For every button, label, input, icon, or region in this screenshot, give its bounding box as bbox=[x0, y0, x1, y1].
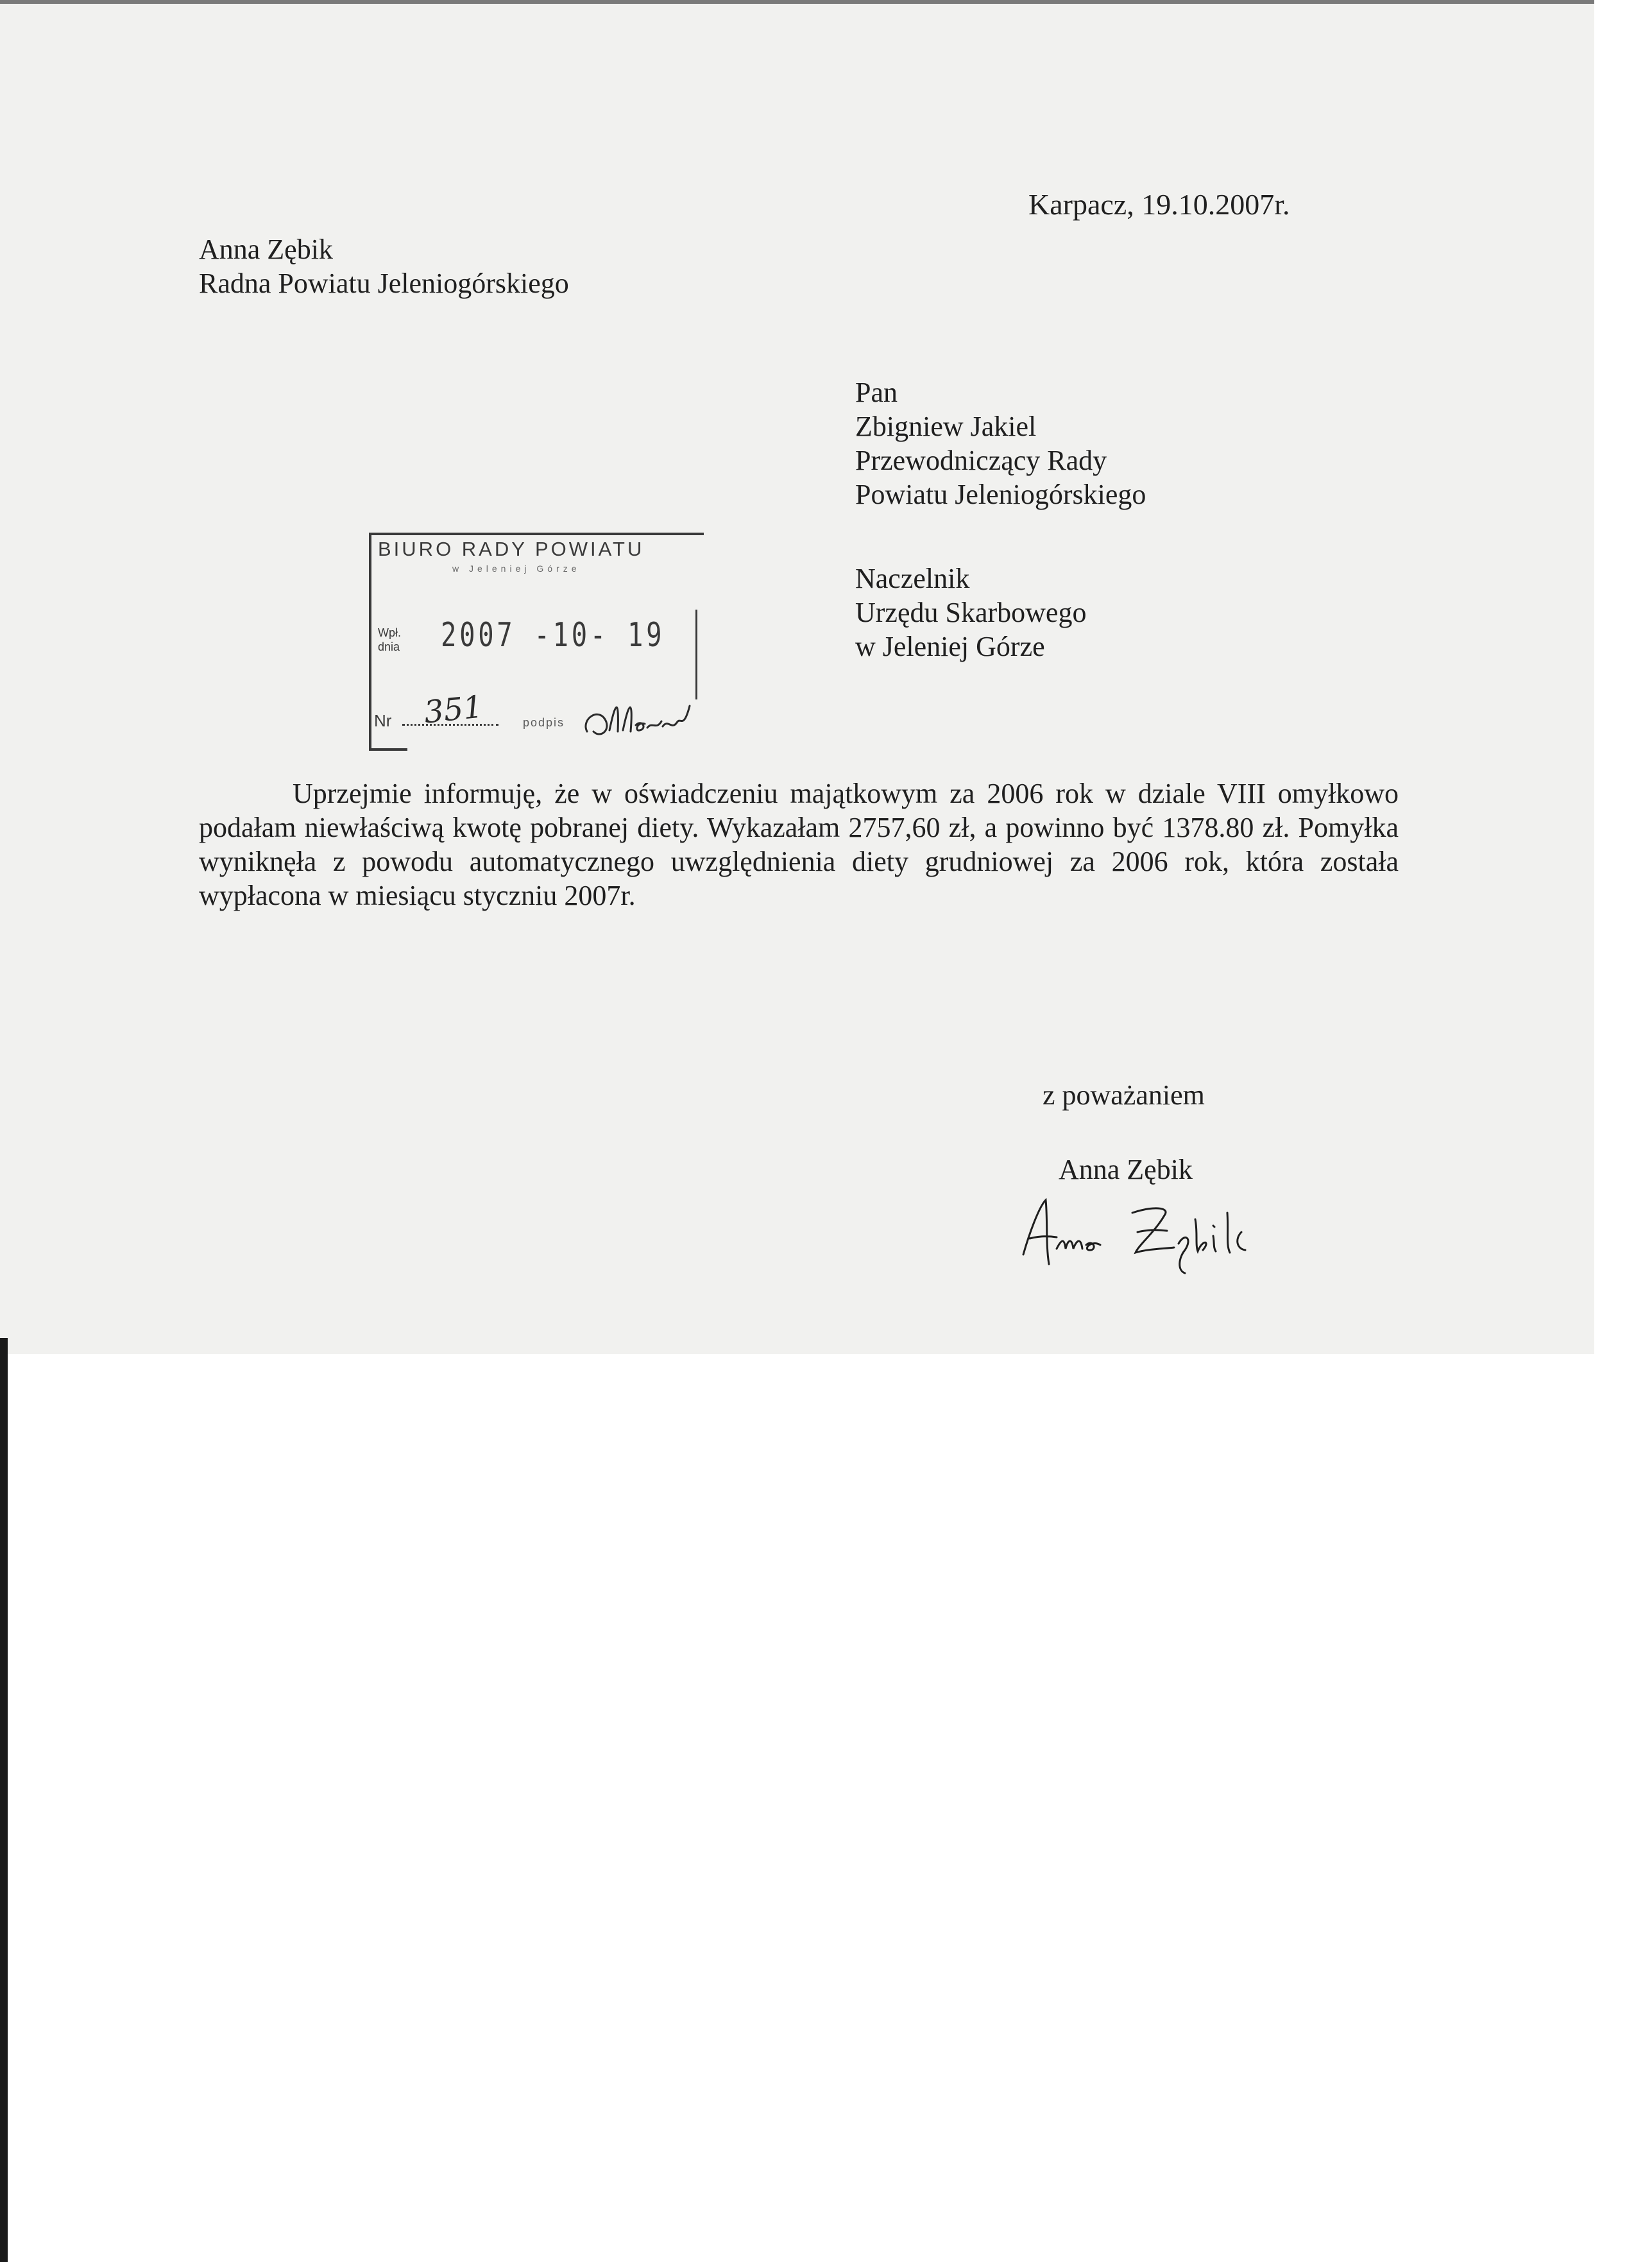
stamp-signature-label: podpis bbox=[523, 716, 565, 729]
recipient2-line3: w Jeleniej Górze bbox=[855, 631, 1045, 662]
sheet-top-edge bbox=[0, 0, 1594, 4]
sender-name: Anna Zębik bbox=[199, 234, 333, 265]
letter-body bbox=[199, 776, 1399, 913]
stamp-border-left bbox=[369, 533, 371, 751]
registry-stamp bbox=[369, 533, 704, 751]
handwritten-signature bbox=[1010, 1194, 1306, 1277]
stamp-number-label: Nr bbox=[374, 711, 392, 730]
recipient-salutation: Pan bbox=[855, 377, 898, 408]
stamp-border-right bbox=[695, 610, 697, 699]
closing-phrase: z poważaniem bbox=[1043, 1079, 1205, 1111]
stamp-number: 351 bbox=[422, 689, 485, 731]
recipient2-line1: Naczelnik bbox=[855, 563, 970, 594]
stamp-date: 2007 -10- 19 bbox=[441, 616, 665, 655]
sender-title: Radna Powiatu Jeleniogórskiego bbox=[199, 268, 569, 299]
recipient-title-line1: Przewodniczący Rady bbox=[855, 445, 1107, 476]
stamp-border-top bbox=[369, 533, 704, 535]
stamp-title: BIURO RADY POWIATU bbox=[378, 538, 645, 560]
sender-block bbox=[199, 232, 569, 300]
stamp-subtitle: w Jeleniej Górze bbox=[452, 563, 581, 574]
stamp-received-label: Wpł. dnia bbox=[378, 626, 401, 653]
recipient-block-2 bbox=[855, 561, 1086, 664]
stamp-initials-signature bbox=[581, 693, 703, 744]
closing-name: Anna Zębik bbox=[1059, 1154, 1193, 1185]
recipient-name: Zbigniew Jakiel bbox=[855, 411, 1037, 442]
recipient-title-line2: Powiatu Jeleniogórskiego bbox=[855, 479, 1146, 510]
body-paragraph: Uprzejmie informuję, że w oświadczeniu majątkowym za 2006 rok w dziale VIII omyłkowo podałam niewłaściwą kwotę pobranej diety. Wykazałam 2757,60 zł, a powinno być 1378.80 zł. Pomyłka wyniknęła z powodu automatycznego uwzględnienia diety grudniowej za 2006 rok, która została wypłacona w miesiącu styczniu 2007r. bbox=[199, 778, 1399, 911]
scan-left-edge bbox=[0, 1338, 8, 2262]
recipient2-line2: Urzędu Skarbowego bbox=[855, 597, 1087, 628]
place-date: Karpacz, 19.10.2007r. bbox=[1028, 188, 1290, 221]
recipient-block-1 bbox=[855, 375, 1146, 511]
stamp-border-bottom bbox=[369, 748, 407, 751]
